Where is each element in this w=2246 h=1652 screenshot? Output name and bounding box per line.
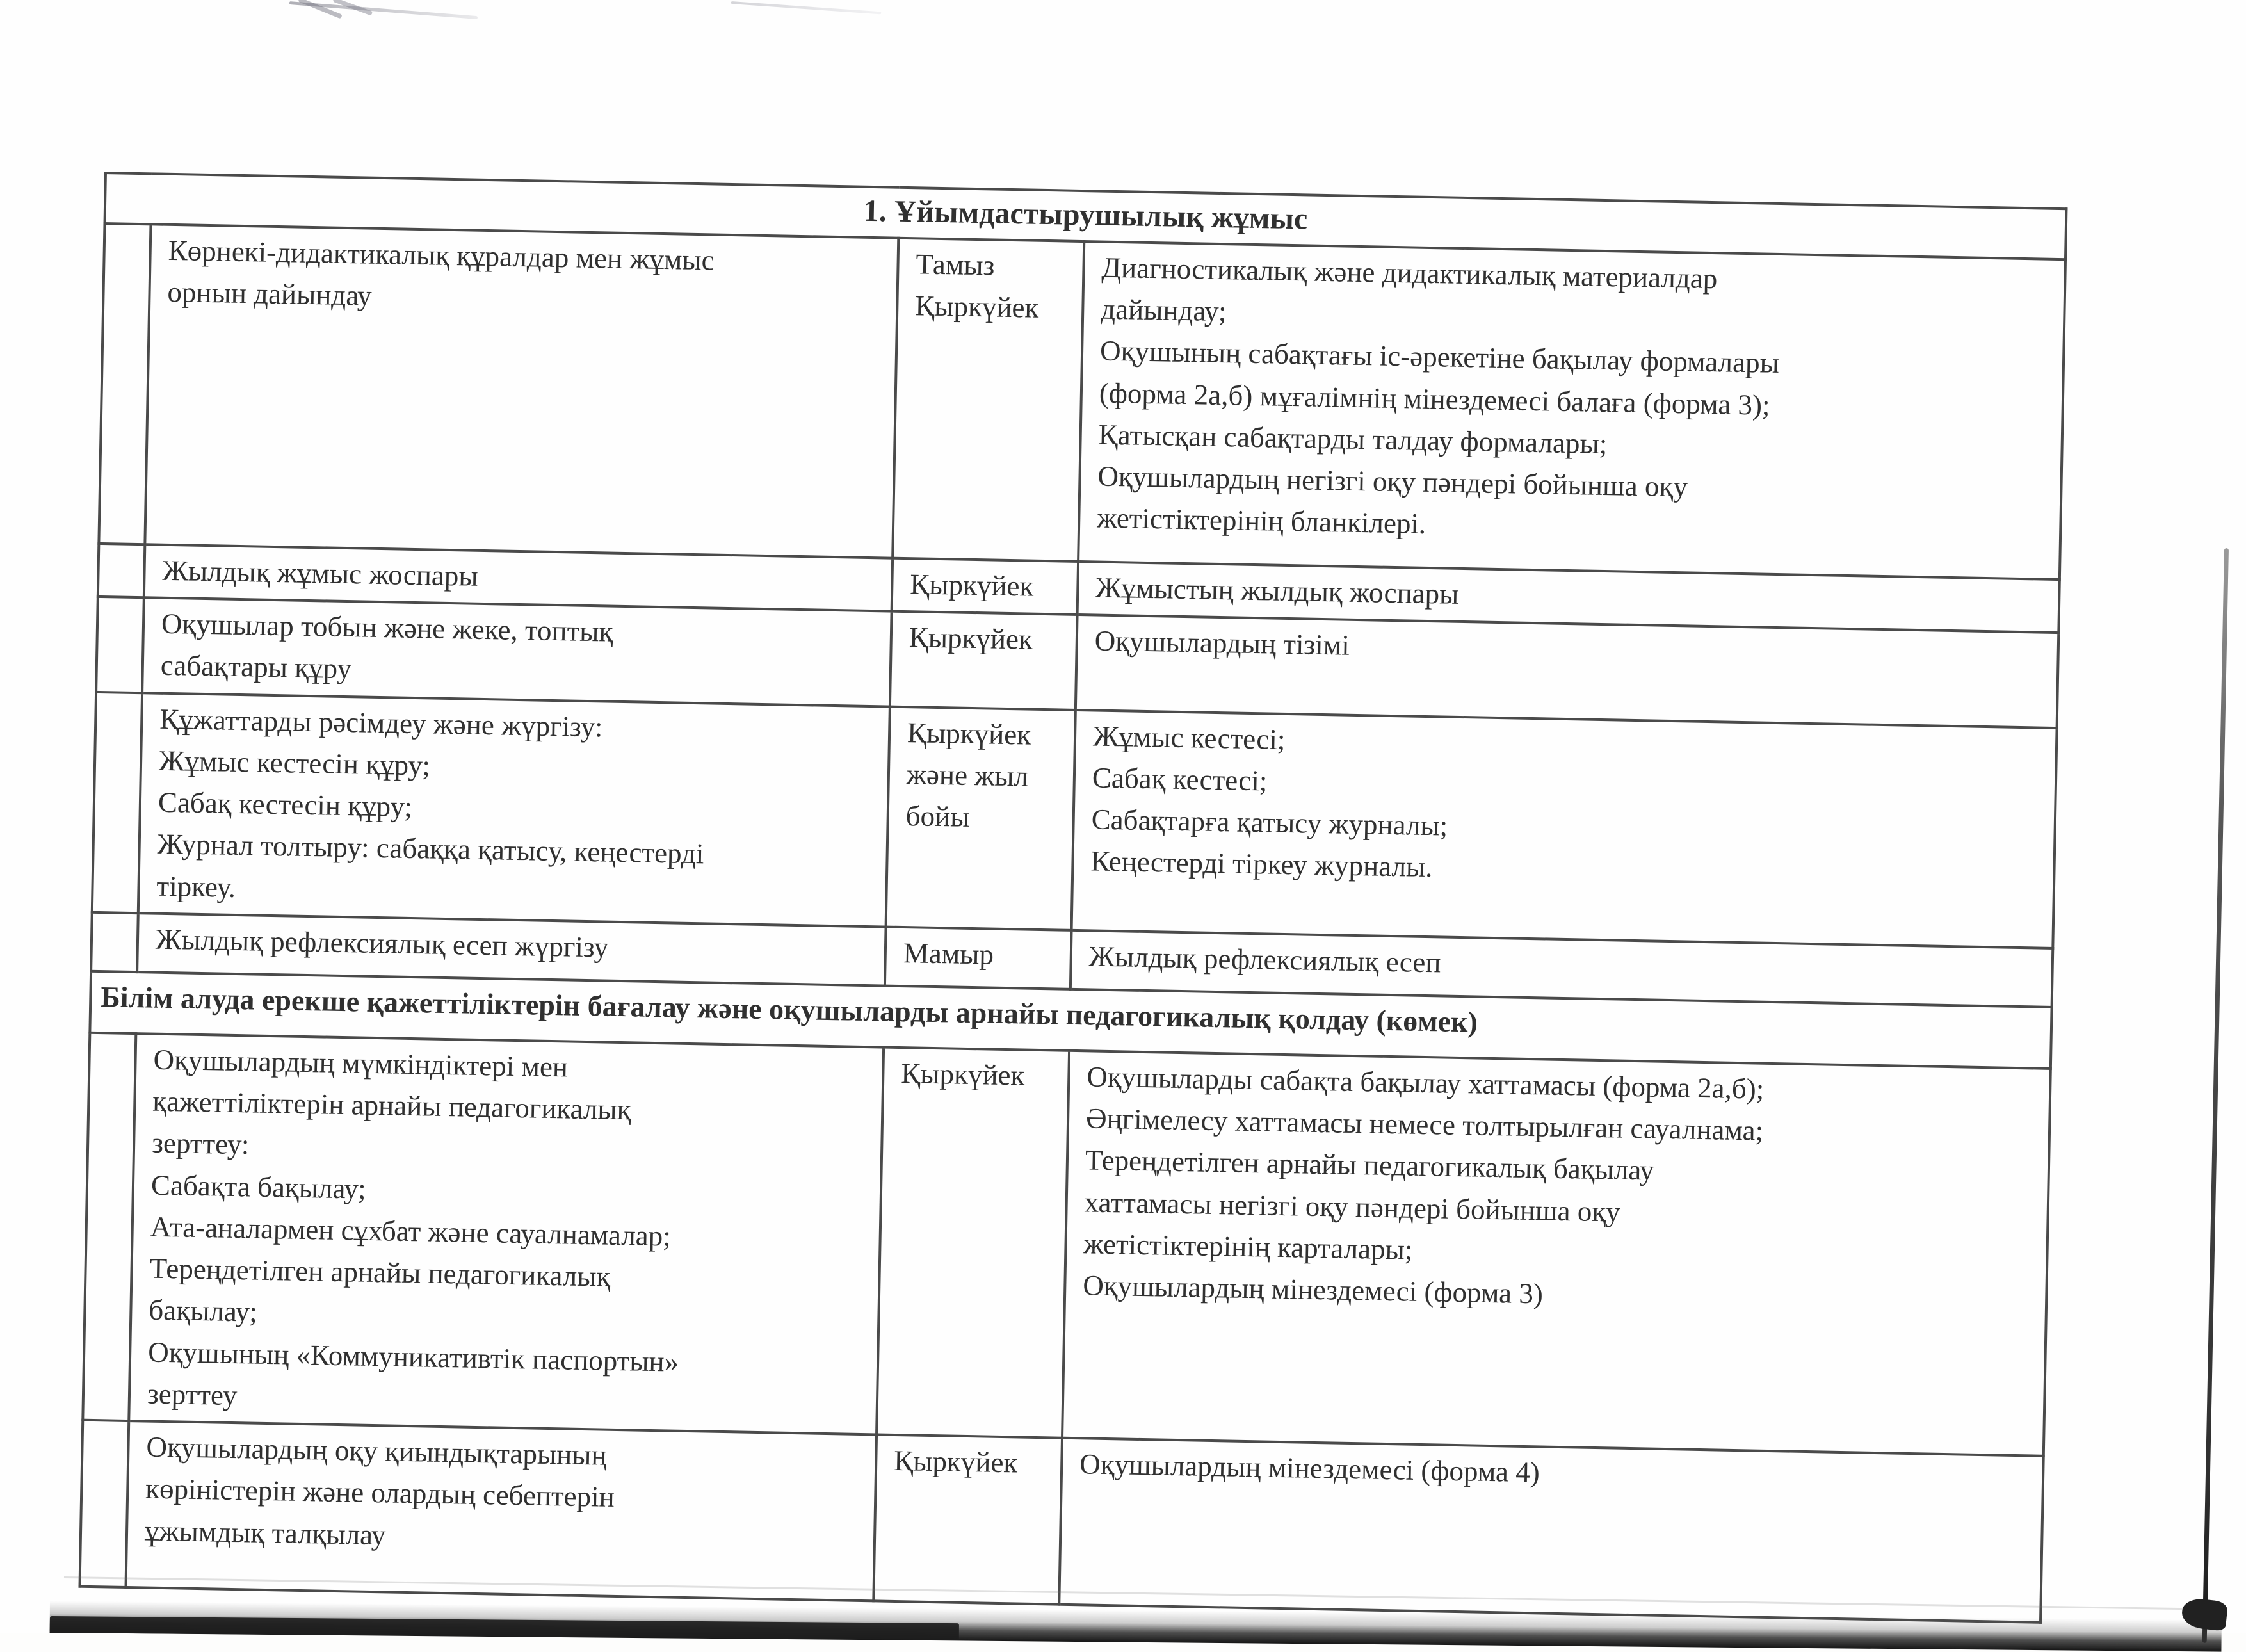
table-row (92, 692, 2057, 948)
period-cell: Қыркүйек (877, 1047, 1069, 1437)
result-cell: Диагностикалық және дидактикалық материалдар дайындау; Оқушының сабақтағы іс-әрекетіне бақылау формалары (форма 2а,б) мұғалімнің мінездемесі балаға (форма 3); Қатысқан сабақтарды талдау формалары; Оқушылардың негізгі оқу пәндері бойынша оқу жетістіктерінің бланкілері. (1078, 241, 2065, 579)
row-number-cell (98, 544, 145, 598)
period-cell: Қыркүйек және жыл бойы (886, 706, 1076, 930)
task-cell: Оқушылар тобын және жеке, топтық сабақтары құру (142, 597, 892, 706)
period-cell: Мамыр (885, 927, 1072, 989)
period-cell: Қыркүйек (890, 611, 1078, 710)
result-cell: Оқушылардың мінездемесі (форма 4) (1059, 1438, 2044, 1623)
table-row (99, 223, 2065, 579)
row-number-cell (92, 692, 142, 913)
paper-edge-line (2202, 548, 2229, 1643)
period-cell: Тамыз Қыркүйек (893, 238, 1084, 562)
task-cell: Оқушылардың оқу қиындықтарының көріністерін және олардың себептерін ұжымдық талқылау (125, 1421, 877, 1601)
task-cell: Жылдық рефлексиялық есеп жүргізу (137, 913, 885, 985)
result-cell: Оқушылардың тізімі (1076, 615, 2059, 728)
task-cell: Құжаттарды рәсімдеу және жүргізу: Жұмыс кестесін құру; Сабақ кестесін құру; Журнал толтыру: сабаққа қатысу, кеңестерді тіркеу. (138, 693, 890, 927)
row-number-cell (96, 597, 144, 693)
result-cell: Жылдық рефлексиялық есеп (1070, 930, 2053, 1007)
period-cell: Қыркүйек (892, 558, 1078, 615)
row-number-cell (80, 1420, 129, 1587)
row-number-cell (99, 223, 150, 544)
row-number-cell (83, 1033, 136, 1421)
result-cell: Жұмыс кестесі; Сабақ кестесі; Сабақтарға қатысу журналы; Кеңестерді тіркеу журналы. (1072, 709, 2057, 948)
task-cell: Оқушылардың мүмкіндіктері мен қажеттіліктерін арнайы педагогикалық зерттеу: Сабақта бақылау; Ата-аналармен сұхбат және сауалнамалар; Тереңдетілген арнайы педагогикалық бақылау; Оқушының «Коммуникативтік паспортын» зерттеу (129, 1033, 884, 1435)
row-number-cell (91, 912, 138, 972)
result-cell: Жұмыстың жылдық жоспары (1078, 562, 2060, 633)
section1-title: 1. Ұйымдастырушылық жұмыс (105, 173, 2067, 259)
period-cell: Қыркүйек (873, 1434, 1062, 1604)
task-cell: Жылдық жұмыс жоспары (144, 544, 893, 611)
document-body (78, 172, 2067, 1624)
scan-streak (731, 1, 882, 14)
section2-title: Білім алуда ерекше қажеттіліктерін бағалау және оқушыларды арнайы педагогикалық қолдау (көмек) (90, 971, 2051, 1069)
work-plan-table (78, 172, 2067, 1624)
task-cell: Көрнекі-дидактикалық құралдар мен жұмыс орнын дайындау (145, 224, 898, 558)
table-row (83, 1033, 2051, 1456)
result-cell: Оқушыларды сабақта бақылау хаттамасы (форма 2а,б); Әңгімелесу хаттамасы немесе толтырылған сауалнама; Тереңдетілген арнайы педагогикалық бақылау хаттамасы негізгі оқу пәндері бойынша оқу жетістіктерінің карталары; Оқушылардың мінездемесі (форма 3) (1062, 1051, 2051, 1456)
